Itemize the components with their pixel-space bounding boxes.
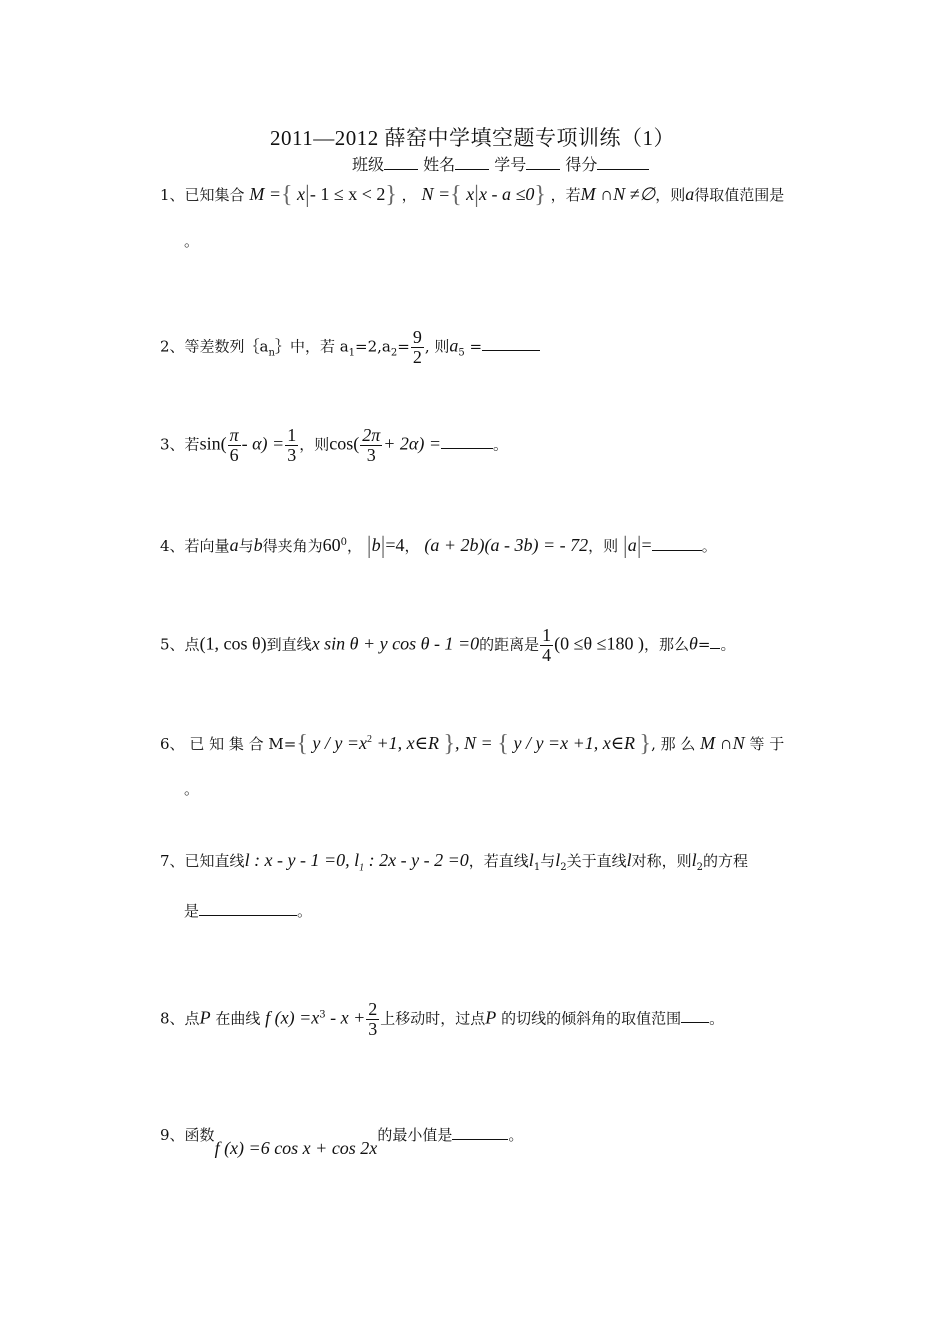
info-score-label: 得分	[565, 155, 598, 174]
question-5-text-e: =	[697, 635, 711, 654]
fraction-numerator: 2π	[362, 425, 381, 445]
set-N: N ={ x|x - a ≤0}	[421, 182, 546, 208]
question-1	[160, 182, 784, 209]
question-4-text-f: ，则	[588, 537, 619, 555]
fraction-pi-6	[228, 426, 241, 465]
set-N-label: , N =	[454, 733, 493, 753]
info-name-label: 姓名	[423, 155, 456, 174]
term-a5: a	[449, 335, 459, 356]
exponent-3: 3	[319, 1009, 326, 1021]
id-blank[interactable]	[526, 155, 560, 170]
question-5-end: 。	[720, 635, 736, 654]
intersection-condition: M ∩N ≠∅	[580, 184, 656, 204]
question-4-end: 。	[701, 537, 717, 555]
question-1-continuation: 。	[184, 232, 200, 250]
question-2-number: 2、	[160, 337, 185, 356]
question-1-text-d: ，则	[655, 186, 686, 204]
fraction-numerator: 1	[542, 625, 552, 645]
question-2-text-f: =	[464, 337, 483, 356]
question-1-text-e: 得取值范围是	[694, 186, 785, 204]
question-8-text-d: 的切线的倾斜角的取值范围	[501, 1009, 682, 1028]
question-7-number: 7、	[160, 852, 185, 870]
curve-function: f (x) =x	[265, 1007, 320, 1028]
fraction-denominator: 2	[412, 346, 422, 367]
question-5-text-a: 点	[184, 635, 200, 654]
set-N-expression: { y / y =x +1, x∈R }	[497, 731, 652, 757]
abs-a: |a|	[622, 533, 642, 559]
question-8-text-b: 在曲线	[215, 1009, 261, 1028]
line-l1-equation: : 2x - y - 2 =0	[364, 850, 469, 870]
question-6-text-b: , 那 么	[651, 735, 696, 753]
subscript-5: 5	[458, 347, 465, 359]
set-M: M ={ x|- 1 ≤ x < 2}	[249, 182, 397, 208]
curve-function-tail: - x +	[325, 1007, 366, 1028]
fraction-denominator: 6	[229, 444, 239, 465]
line-equation: x sin θ + y cos θ - 1 =0	[311, 633, 480, 654]
sin-expression: sin(	[199, 433, 227, 454]
student-info-line	[352, 152, 649, 175]
fraction-denominator: 3	[368, 1018, 378, 1039]
question-2-text-c: =2,a	[355, 337, 391, 356]
question-8-end: 。	[709, 1009, 725, 1028]
line-l1: l	[528, 850, 534, 870]
question-7-text-d: 关于直线	[566, 852, 627, 870]
vector-a: a	[229, 535, 239, 555]
question-5	[160, 626, 735, 665]
set-M-label: M =	[249, 184, 281, 204]
abs-b-var: b	[371, 535, 381, 555]
answer-blank-5[interactable]	[710, 634, 720, 649]
question-3-number: 3、	[160, 435, 185, 454]
question-6-continuation: 。	[184, 780, 200, 798]
subscript-1: 1	[359, 862, 365, 874]
point-P-2: P	[485, 1007, 497, 1028]
question-9-text-b: 的最小值是	[377, 1126, 453, 1144]
vector-product: (a + 2b)(a - 3b) = - 72	[424, 535, 589, 555]
question-4-text-b: 与	[238, 537, 254, 555]
question-4	[160, 533, 717, 560]
question-8	[160, 1000, 724, 1039]
answer-blank-7[interactable]	[199, 901, 297, 916]
question-4-text-c: 得夹角为	[262, 537, 323, 555]
fraction-numerator: 9	[412, 327, 422, 347]
question-5-text-b: 到直线	[266, 635, 312, 654]
class-blank[interactable]	[384, 155, 418, 170]
point-expression: (1, cos θ)	[199, 633, 267, 654]
question-9-number: 9、	[160, 1126, 185, 1144]
vector-b: b	[253, 535, 263, 555]
answer-blank-8[interactable]	[681, 1008, 709, 1023]
set-N-var: x	[466, 184, 475, 204]
set-N-condition: x - a ≤0	[478, 184, 535, 204]
question-7-text-f: 的方程	[703, 852, 749, 870]
question-4-text-e: ，	[404, 537, 420, 555]
fraction-9-2	[411, 328, 424, 367]
set-M-tail: +1, x∈R	[371, 733, 439, 753]
question-7-continuation	[184, 900, 312, 921]
question-1-text-c: ，若	[550, 186, 581, 204]
cos-tail: + 2α) =	[383, 433, 441, 454]
question-2-text-e: , 则	[424, 337, 450, 356]
fraction-denominator: 3	[366, 444, 376, 465]
question-5-text-d: ，那么	[644, 635, 690, 654]
question-3	[160, 426, 508, 465]
set-M-condition: - 1 ≤ x < 2	[309, 184, 386, 204]
question-8-text-a: 点	[184, 1009, 200, 1028]
question-6	[160, 731, 784, 758]
question-7-cont-text: 是	[184, 902, 200, 920]
question-9-end: 。	[508, 1126, 524, 1144]
set-M-body: y / y =x	[312, 733, 367, 753]
question-7-text-b: ，若直线	[468, 852, 529, 870]
degree-mark: 0	[340, 537, 347, 548]
question-1-number: 1、	[160, 186, 185, 204]
fraction-denominator: 3	[287, 444, 297, 465]
line-l2-b: l	[691, 850, 697, 870]
point-P: P	[199, 1007, 211, 1028]
question-3-text-a: 若	[184, 435, 200, 454]
question-3-end: 。	[492, 435, 508, 454]
theta-range: (0 ≤θ ≤180 )	[554, 633, 645, 654]
question-7-end: 。	[297, 902, 313, 920]
question-4-text-d: ，	[346, 537, 362, 555]
question-4-text-a: 若向量	[184, 537, 230, 555]
question-6-text-c: 等 于	[749, 735, 785, 753]
exponent-2: 2	[366, 734, 372, 745]
line-l: l	[626, 850, 632, 870]
line-l-equation: l : x - y - 1 =0, l	[244, 850, 360, 870]
question-7-text-a: 已知直线	[184, 852, 245, 870]
answer-blank-2[interactable]	[482, 336, 540, 351]
info-id-label: 学号	[494, 155, 527, 174]
question-2-text-a: 等差数列｛a	[184, 337, 269, 356]
question-9-text-a: 函数	[184, 1126, 215, 1144]
question-1-text-a: 已知集合	[184, 186, 245, 204]
line-l2: l	[555, 850, 561, 870]
info-class-label: 班级	[352, 155, 385, 174]
abs-a-eq: =	[641, 535, 652, 555]
function-expression: f (x) =6 cos x + cos 2x	[214, 1138, 378, 1158]
question-9	[160, 1124, 524, 1158]
question-8-text-c: 上移动时，过点	[380, 1009, 486, 1028]
set-N-label: N =	[421, 184, 451, 204]
page-title: 2011—2012 薛窑中学填空题专项训练（1）	[270, 126, 675, 150]
set-M-expression: { $y / y =x^2 +1$, x∈R }	[296, 731, 455, 757]
variable-a: a	[685, 184, 695, 204]
theta: θ	[689, 633, 698, 654]
subscript-2b: 2	[696, 862, 704, 873]
subscript-1b: 1	[533, 862, 541, 873]
fraction-2pi-3	[360, 426, 382, 465]
abs-a-var: a	[627, 535, 637, 555]
fraction-denominator: 4	[542, 644, 552, 665]
subscript-1: 1	[348, 347, 356, 359]
question-3-text-b: ，则	[299, 435, 330, 454]
answer-blank-4[interactable]	[652, 536, 702, 551]
question-2-text-b: ｝中，若 a	[274, 337, 349, 356]
subscript-n: n	[268, 347, 275, 359]
fraction-numerator: 2	[368, 999, 378, 1019]
score-blank[interactable]	[597, 155, 649, 170]
abs-b-value: =4	[385, 535, 405, 555]
question-2	[160, 328, 540, 367]
name-blank[interactable]	[455, 155, 489, 170]
question-5-text-c: 的距离是	[479, 635, 540, 654]
line-equations	[244, 850, 469, 874]
fraction-1-4	[540, 626, 553, 665]
question-7-text-c: 与	[540, 852, 556, 870]
intersection-MN: M ∩N	[700, 733, 745, 753]
question-5-number: 5、	[160, 635, 185, 654]
answer-blank-9[interactable]	[452, 1125, 508, 1140]
abs-b: |b|	[366, 533, 386, 559]
cos-expression: cos(	[329, 433, 360, 454]
angle-60: 60	[322, 535, 341, 555]
set-N-body: y / y =x +1, x∈R	[513, 733, 636, 753]
fraction-numerator: 1	[287, 425, 297, 445]
fraction-numerator: π	[229, 425, 239, 445]
question-7	[160, 850, 748, 874]
fraction-2-3	[366, 1000, 379, 1039]
subscript-2: 2	[560, 862, 567, 873]
sin-tail: - α) =	[241, 433, 285, 454]
question-4-number: 4、	[160, 537, 185, 555]
fraction-1-3	[285, 426, 298, 465]
question-7-text-e: 对称，则	[631, 852, 692, 870]
subscript-2: 2	[390, 347, 398, 359]
set-M-var: x	[297, 184, 306, 204]
answer-blank-3[interactable]	[441, 434, 493, 449]
question-1-text-b: ，	[401, 186, 417, 204]
question-2-text-d: =	[397, 337, 410, 356]
question-6-number: 6、	[160, 735, 185, 753]
question-8-number: 8、	[160, 1009, 185, 1028]
question-6-text-a: 已 知 集 合 M=	[189, 735, 297, 753]
